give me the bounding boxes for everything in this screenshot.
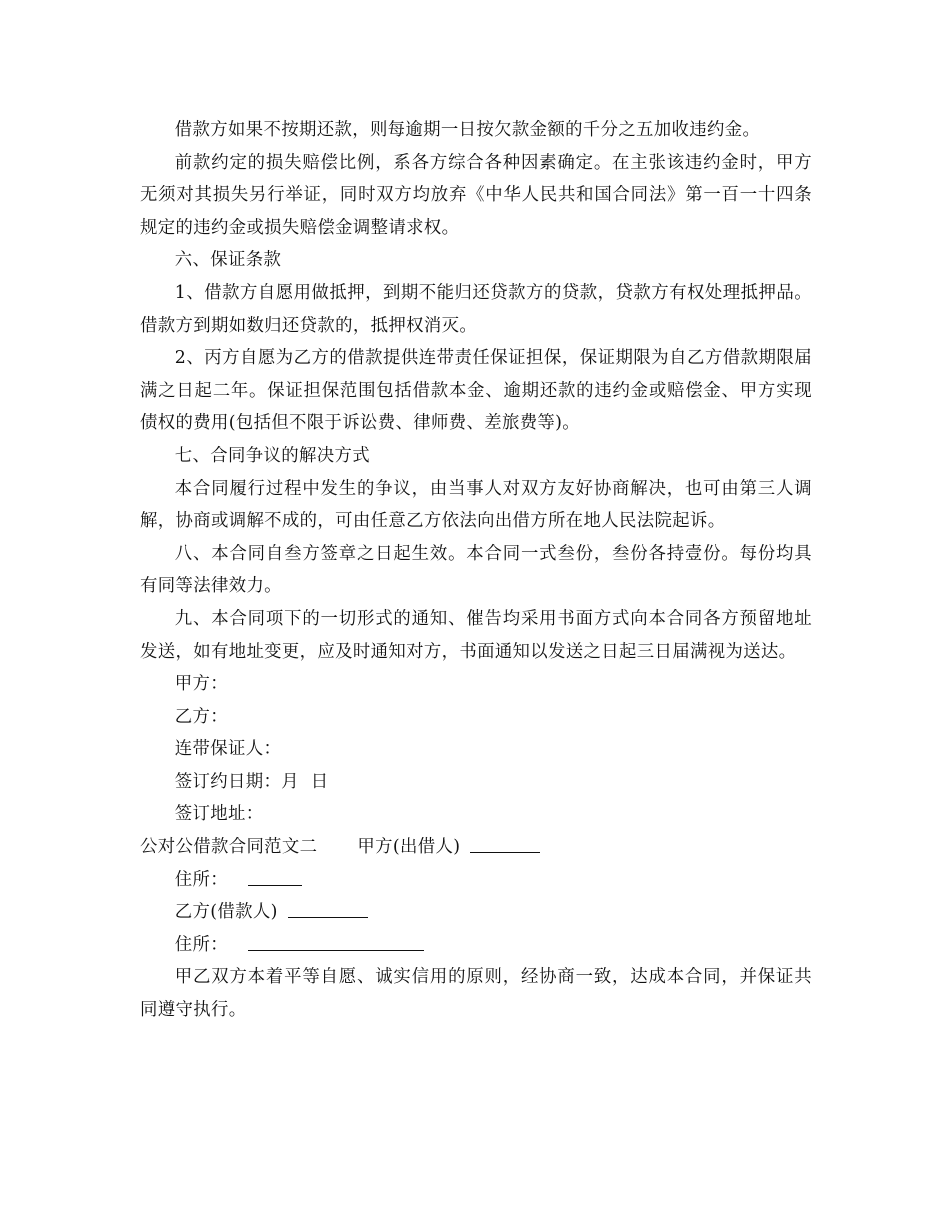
signing-address: 签订地址： xyxy=(174,804,264,825)
lender-address-blank xyxy=(248,870,302,886)
lender-address-line xyxy=(140,864,812,897)
signing-date: 签订约日期：月 日 xyxy=(174,771,329,792)
sample-title: 公对公借款合同范文二 xyxy=(140,837,318,858)
borrower-line xyxy=(140,896,812,929)
section-heading-guarantee: 六、保证条款 xyxy=(174,250,282,271)
section-heading-dispute: 七、合同争议的解决方式 xyxy=(174,445,370,466)
lender-label: 甲方(出借人) xyxy=(357,837,461,858)
borrower-address-line xyxy=(140,929,812,962)
borrower-label: 乙方(借款人) xyxy=(174,902,278,923)
sample-title-line xyxy=(140,831,812,864)
borrower-blank xyxy=(288,902,368,918)
lender-blank xyxy=(470,837,540,853)
paragraph-late-penalty: 借款方如果不按期还款，则每逾期一日按欠款金额的千分之五加收违约金。 xyxy=(174,120,761,140)
borrower-address-blank xyxy=(248,935,424,951)
signature-party-a: 甲方： xyxy=(174,674,229,695)
lender-address-label: 住所： xyxy=(174,869,229,890)
borrower-address-label: 住所： xyxy=(174,934,229,955)
paragraph-effectiveness: 八、本合同自叁方签章之日起生效。本合同一式叁份，叁份各持壹份。每份均具有同等法律效力。 xyxy=(140,543,812,597)
document-body xyxy=(140,114,812,1027)
paragraph-surety: 2、丙方自愿为乙方的借款提供连带责任保证担保，保证期限为自乙方借款期限届满之日起二年。保证担保范围包括借款本金、逾期还款的违约金或赔偿金、甲方实现债权的费用(包括但不限于诉讼费、律师费、差旅费等)。 xyxy=(140,348,812,434)
signature-party-b: 乙方： xyxy=(174,706,229,727)
paragraph-collateral: 1、借款方自愿用做抵押，到期不能归还贷款方的贷款，贷款方有权处理抵押品。借款方到期如数归还贷款的，抵押权消灭。 xyxy=(140,282,812,336)
signature-guarantor: 连带保证人： xyxy=(174,739,282,760)
paragraph-notices: 九、本合同项下的一切形式的通知、催告均采用书面方式向本合同各方预留地址发送，如有地址变更，应及时通知对方，书面通知以发送之日起三日届满视为送达。 xyxy=(140,608,812,662)
paragraph-agreement: 甲乙双方本着平等自愿、诚实信用的原则，经协商一致，达成本合同，并保证共同遵守执行。 xyxy=(140,967,812,1021)
paragraph-dispute: 本合同履行过程中发生的争议，由当事人对双方友好协商解决，也可由第三人调解，协商或调解不成的，可由任意乙方依法向出借方所在地人民法院起诉。 xyxy=(140,478,812,532)
paragraph-penalty-ratio: 前款约定的损失赔偿比例，系各方综合各种因素确定。在主张该违约金时，甲方无须对其损失另行举证，同时双方均放弃《中华人民共和国合同法》第一百一十四条规定的违约金或损失赔偿金调整请求权。 xyxy=(140,152,812,238)
